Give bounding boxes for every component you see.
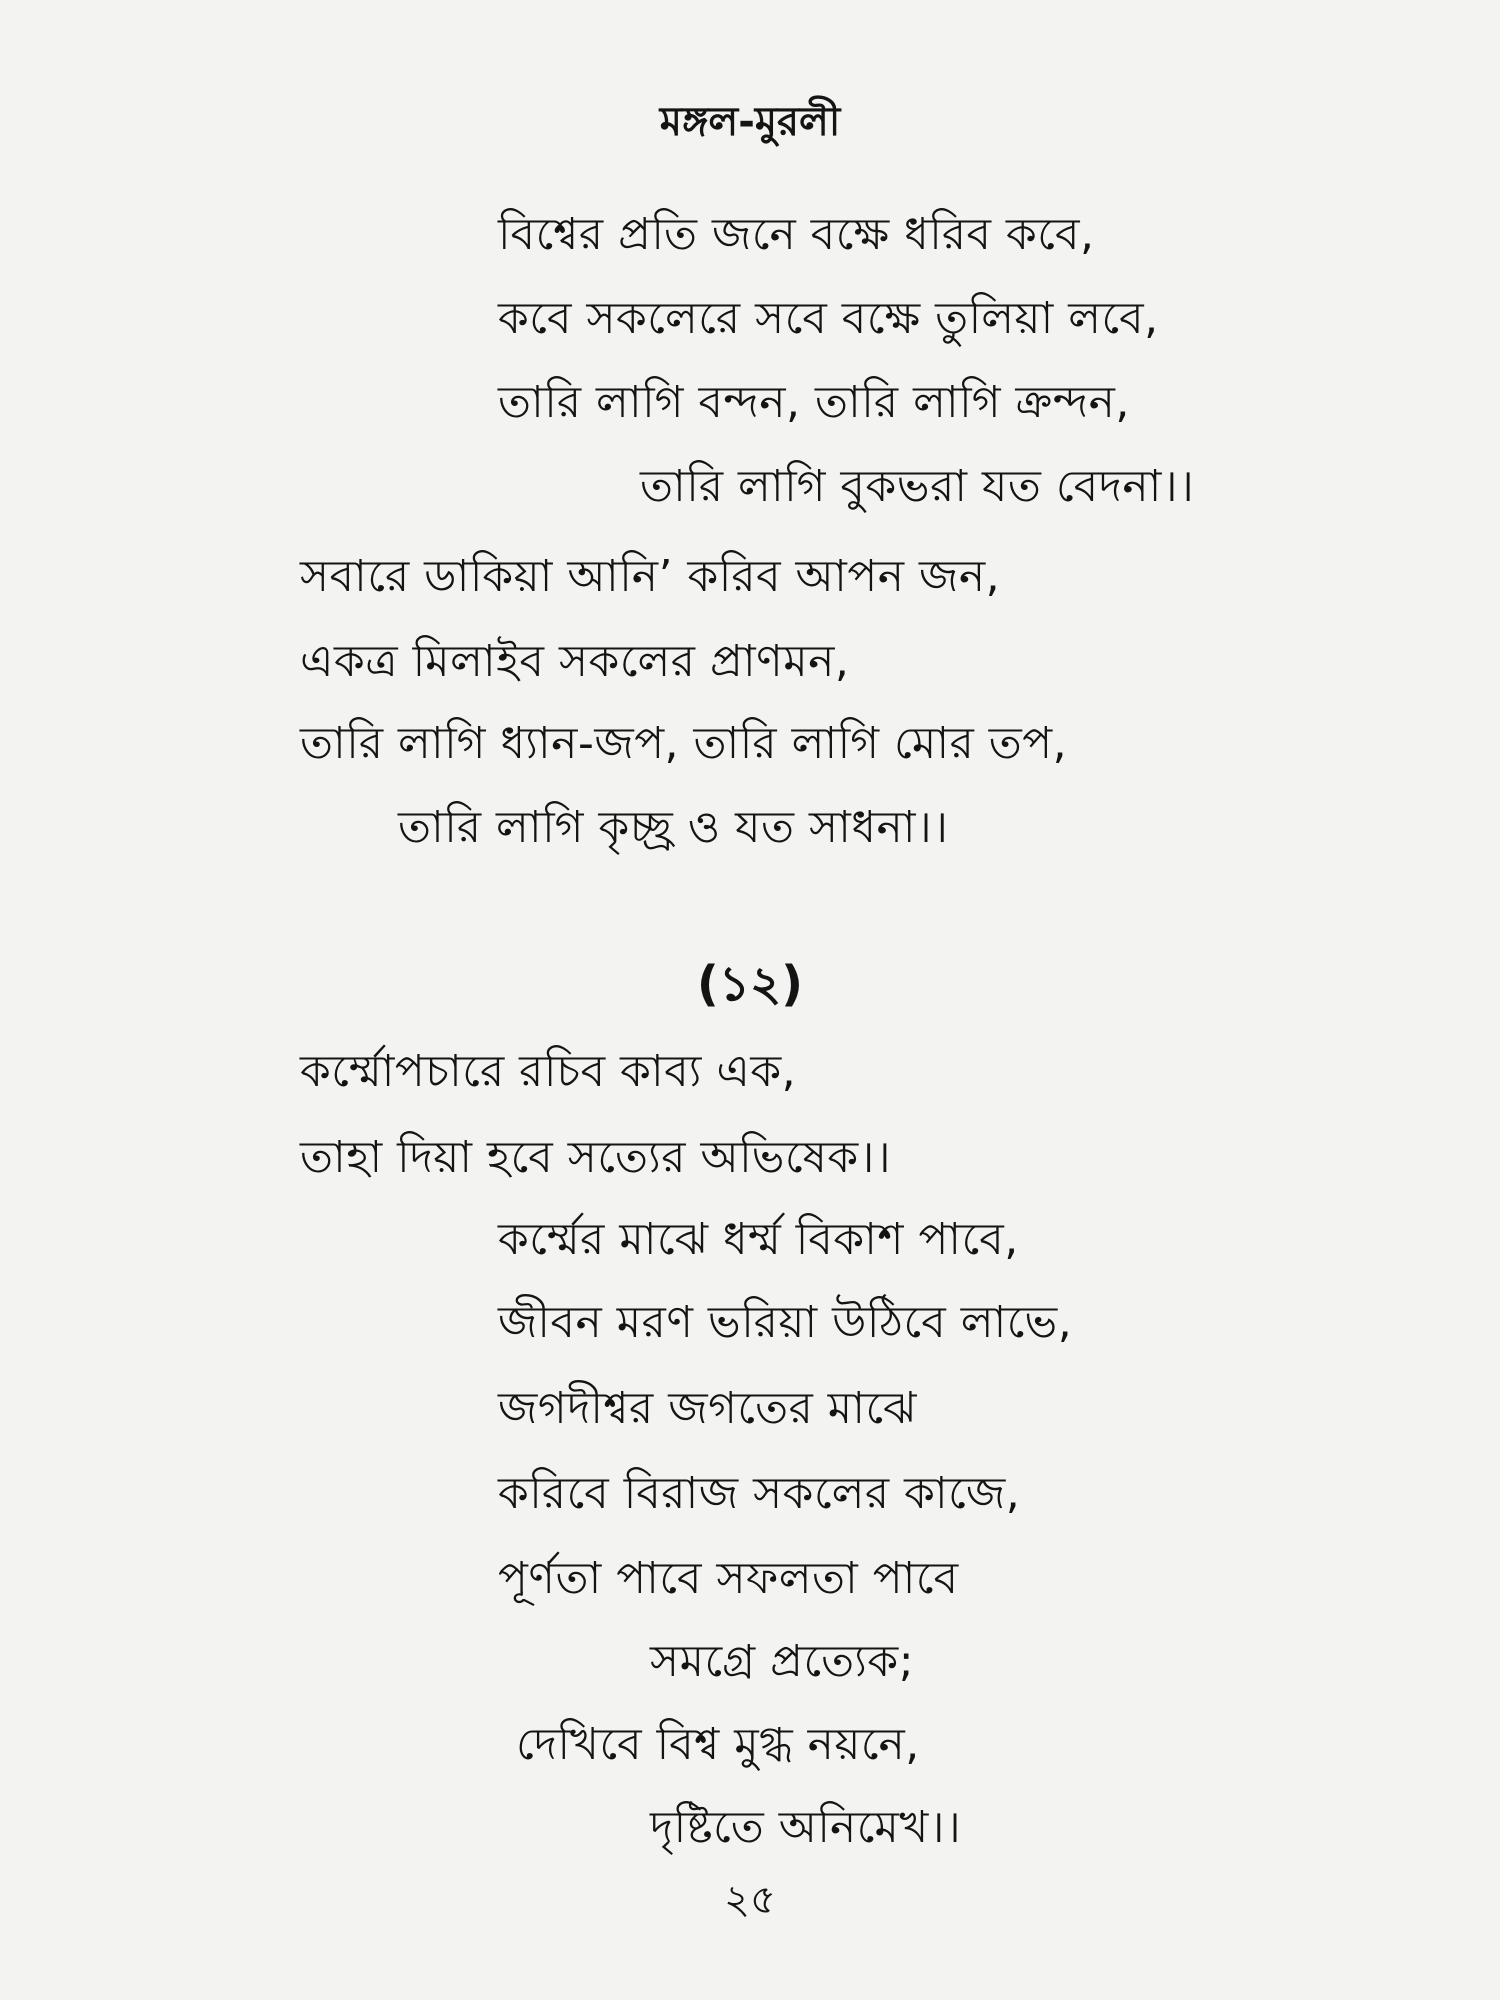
page-number: ২৫ [724,1877,776,1923]
verse-line: সমগ্রে প্রত্যেক; [650,1636,915,1687]
verse-line: বিশ্বের প্রতি জনে বক্ষে ধরিব কবে, [498,209,1095,260]
verse-line: জগদীশ্বর জগতের মাঝে [498,1383,917,1434]
running-header: মঙ্গল-মুরলী [659,99,841,145]
verse-line: দৃষ্টিতে অনিমেখ।। [650,1802,962,1853]
verse-line: তাহা দিয়া হবে সত্যের অভিষেক।। [300,1132,892,1183]
verse-line: তারি লাগি ধ্যান-জপ, তারি লাগি মোর তপ, [300,718,1068,769]
verse-line: তারি লাগি কৃচ্ছ্র ও যত সাধনা।। [398,802,949,853]
verse-line: দেখিবে বিশ্ব মুগ্ধ নয়নে, [516,1719,920,1770]
verse-line: তারি লাগি বন্দন, তারি লাগি ক্রন্দন, [498,377,1130,428]
verse-line: একত্র মিলাইব সকলের প্রাণমন, [300,636,850,687]
verse-line: তারি লাগি বুকভরা যত বেদনা।। [640,461,1195,512]
verse-line: সবারে ডাকিয়া আনি’ করিব আপন জন, [300,551,1001,602]
verse-line: কর্ম্মের মাঝে ধর্ম্ম বিকাশ পাবে, [498,1214,1019,1265]
verse-line: কর্ম্মোপচারে রচিব কাব্য এক, [300,1046,797,1097]
verse-line: কবে সকলেরে সবে বক্ষে তুলিয়া লবে, [498,293,1159,344]
verse-line: করিবে বিরাজ সকলের কাজে, [498,1468,1021,1519]
verse-line: পূর্ণতা পাবে সফলতা পাবে [498,1553,959,1604]
section-number: (১২) [696,956,804,1012]
verse-line: জীবন মরণ ভরিয়া উঠিবে লাভে, [498,1297,1073,1348]
